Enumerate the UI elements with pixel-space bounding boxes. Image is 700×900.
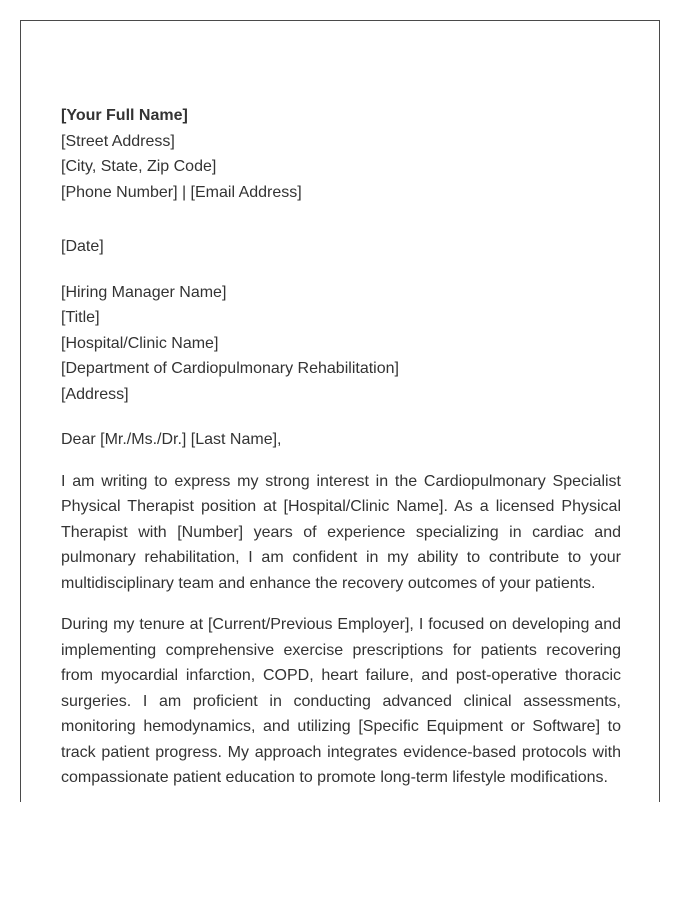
recipient-address: [Address] bbox=[61, 385, 129, 403]
date-block bbox=[61, 234, 621, 260]
recipient-organization: [Hospital/Clinic Name] bbox=[61, 334, 219, 352]
body-paragraph-1: I am writing to express my strong interest in the Cardiopulmonary Specialist Physical Therapist position at [Hospital/Clinic Name]. As a licensed Physical Therapist with [Number] years of experience specializing in cardiac and pulmonary rehabilitation, I am confident in my ability to contribute to your multidisciplinary team and enhance the recovery outcomes of your patients. bbox=[61, 472, 621, 592]
recipient-title: [Title] bbox=[61, 309, 100, 326]
recipient-block bbox=[61, 280, 621, 408]
recipient-department: [Department of Cardiopulmonary Rehabilitation] bbox=[61, 360, 399, 377]
sender-block bbox=[61, 103, 621, 205]
sender-name: [Your Full Name] bbox=[61, 107, 188, 124]
sender-street: [Street Address] bbox=[61, 132, 175, 150]
letter-content bbox=[61, 103, 621, 791]
letter-date: [Date] bbox=[61, 238, 104, 255]
sender-city: [City, State, Zip Code] bbox=[61, 158, 217, 175]
body-paragraph-2: During my tenure at [Current/Previous Employer], I focused on developing and implementing comprehensive exercise prescriptions for patients recovering from myocardial infarction, COPD, heart failure, and post-operative thoracic surgeries. I am proficient in conducting advanced clinical assessments, monitoring hemodynamics, and utilizing [Specific Equipment or Software] to track patient progress. My approach integrates evidence-based protocols with compassionate patient education to promote long-term lifestyle modifications. bbox=[61, 616, 621, 786]
sender-contact: [Phone Number] | [Email Address] bbox=[61, 183, 302, 201]
salutation-block bbox=[61, 427, 621, 453]
salutation: Dear [Mr./Ms./Dr.] [Last Name], bbox=[61, 431, 282, 448]
recipient-name: [Hiring Manager Name] bbox=[61, 283, 227, 301]
letter-page bbox=[20, 20, 660, 802]
